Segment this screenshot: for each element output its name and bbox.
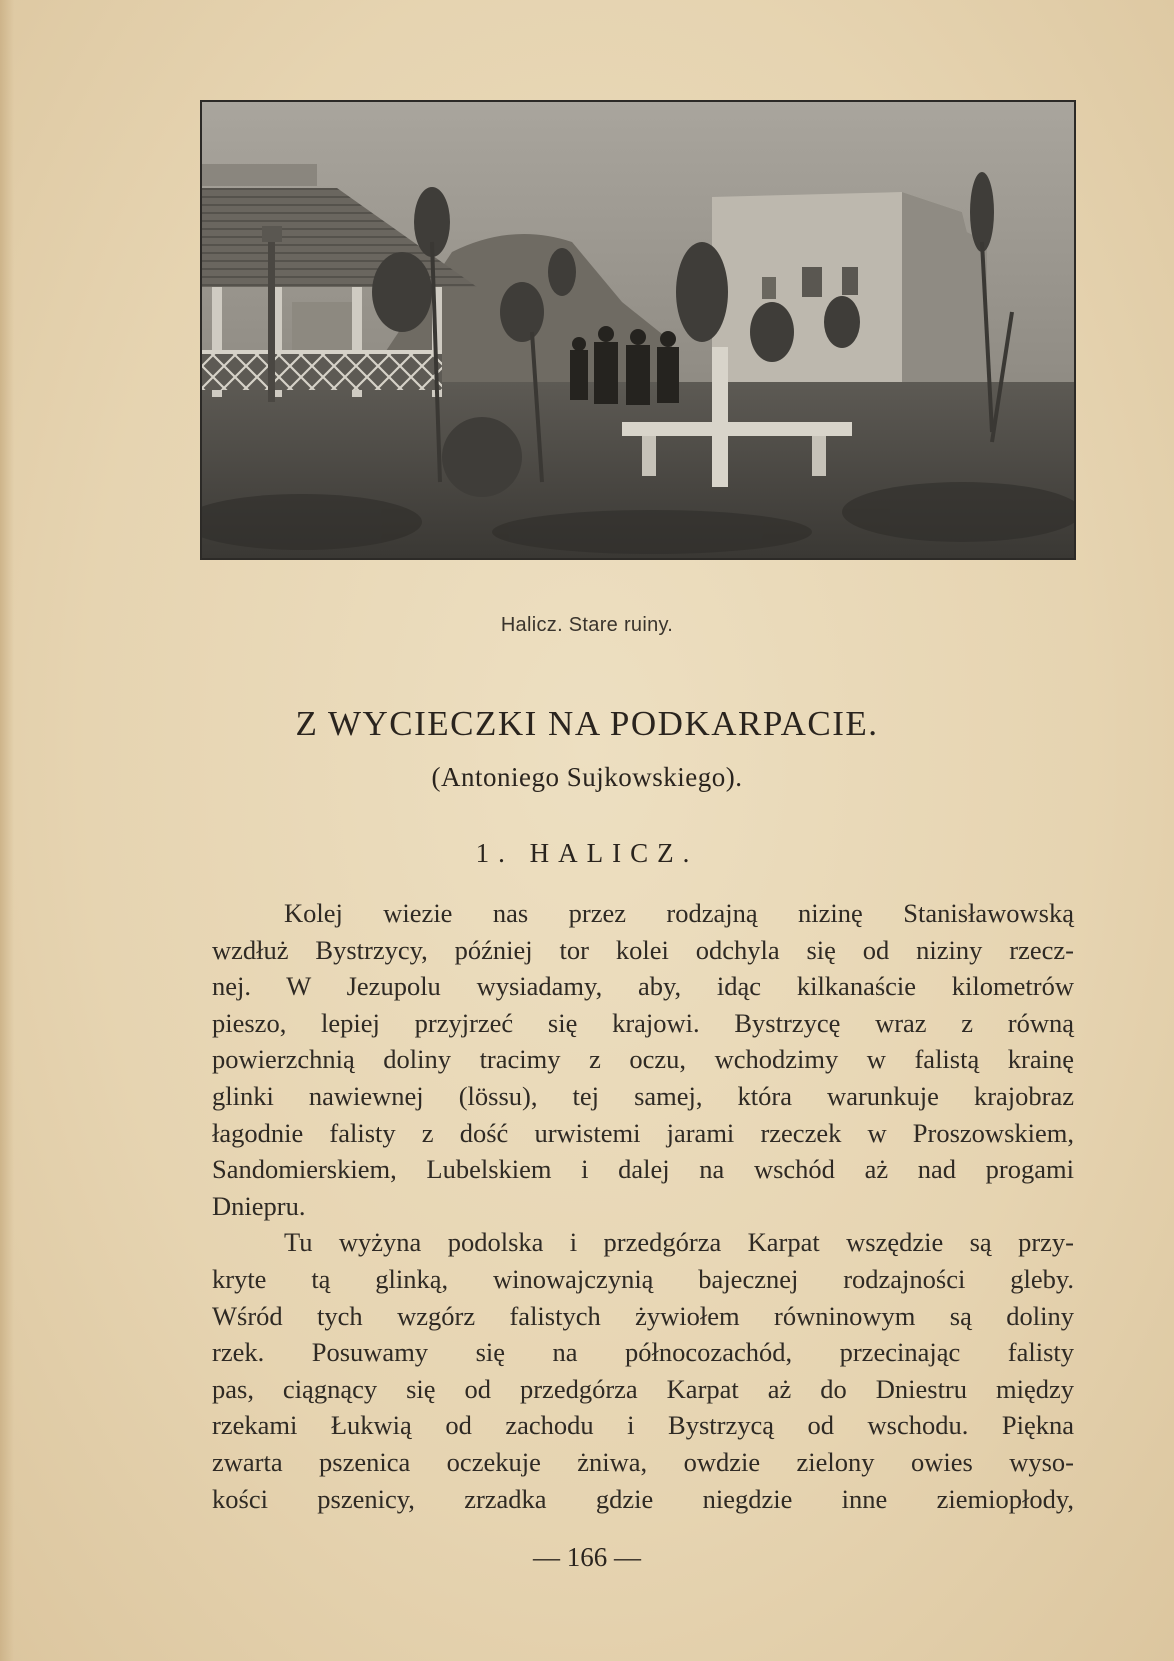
text-line: kości pszenicy, zrzadka gdzie niegdzie inne ziemiopłody, (212, 1483, 1074, 1514)
photo-caption: Halicz. Stare ruiny. (500, 614, 674, 636)
page-binding-shadow (0, 0, 14, 1661)
text-line: pas, ciągnący się od przedgórza Karpat aż do Dniestru między (212, 1373, 1074, 1404)
text-line: Tu wyżyna podolska i przedgórza Karpat wszędzie są przy- (284, 1227, 1074, 1258)
text-line: Wśród tych wzgórz falistych żywiołem równinowym są doliny (212, 1300, 1074, 1331)
text-line: rzek. Posuwamy się na północozachód, przecinając falisty (212, 1337, 1074, 1368)
text-line: Dniepru. (212, 1190, 306, 1221)
text-line: zwarta pszenica oczekuje żniwa, owdzie zielony owies wyso- (212, 1446, 1074, 1477)
text-line: glinki nawiewnej (lössu), tej samej, która warunkuje krajobraz (212, 1080, 1074, 1111)
text-line: kryte tą glinką, winowajczynią bajecznej rodzajności gleby. (212, 1263, 1074, 1294)
text-line: powierzchnią doliny tracimy z oczu, wchodzimy w falistą krainę (212, 1044, 1074, 1075)
text-line: rzekami Łukwią od zachodu i Bystrzycą od wschodu. Piękna (212, 1410, 1074, 1441)
article-author: (Antoniego Sujkowskiego). (431, 762, 743, 792)
text-line: Sandomierskiem, Lubelskiem i dalej na wschód aż nad progami (212, 1154, 1074, 1185)
halicz-ruins-photograph (200, 100, 1076, 560)
page-number: — 166 — (533, 1542, 641, 1572)
text-line: wzdłuż Bystrzycy, później tor kolei odchyla się od niziny rzecz- (212, 934, 1074, 965)
text-line: nej. W Jezupolu wysiadamy, aby, idąc kilkanaście kilometrów (212, 971, 1074, 1002)
body-text (212, 895, 1074, 1517)
text-line: pieszo, lepiej przyjrzeć się krajowi. Bystrzycę wraz z równą (212, 1007, 1074, 1038)
section-heading: 1. HALICZ. (475, 838, 699, 868)
article-title: Z WYCIECZKI NA PODKARPACIE. (295, 704, 879, 743)
text-line: łagodnie falisty z dość urwistemi jarami rzeczek w Proszowskiem, (212, 1117, 1074, 1148)
text-line: Kolej wiezie nas przez rodzajną nizinę Stanisławowską (284, 898, 1074, 928)
